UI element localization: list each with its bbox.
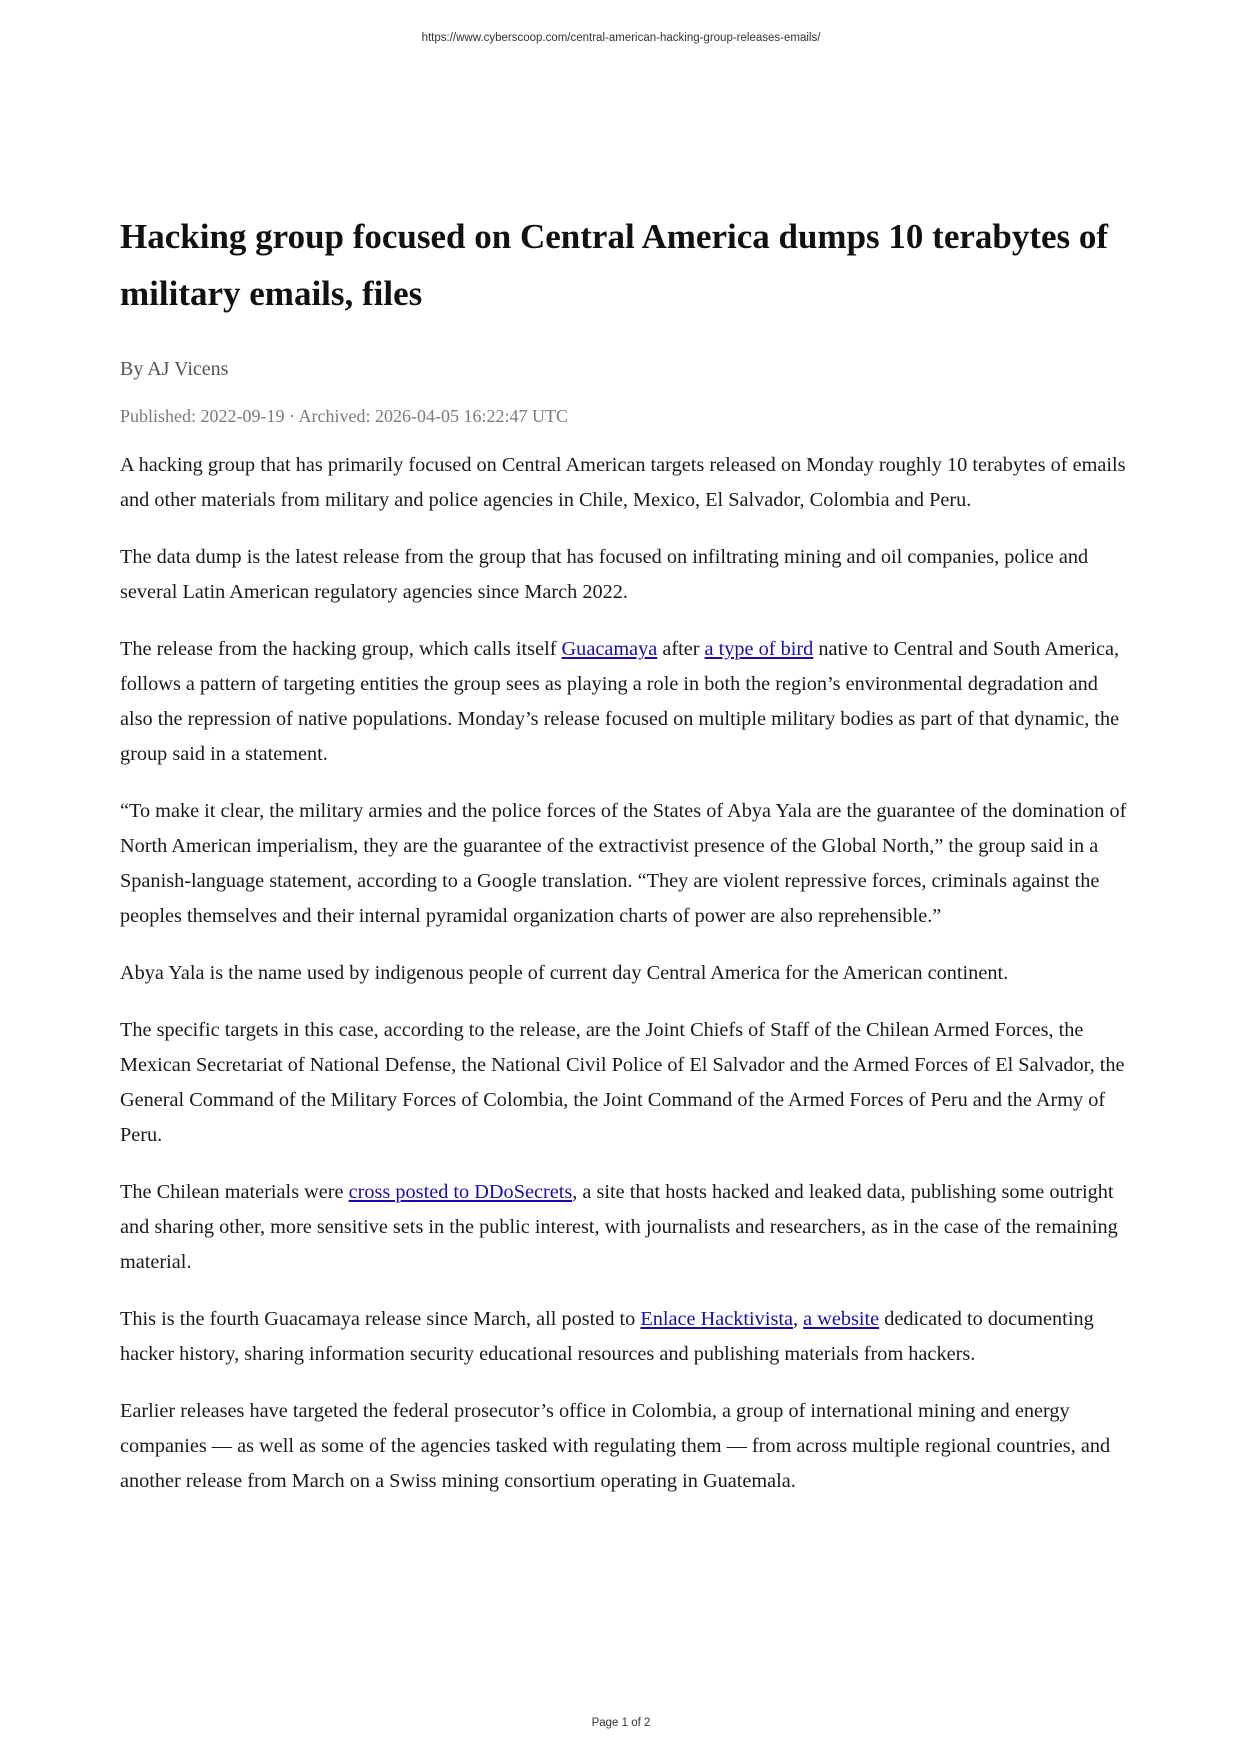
paragraph-3-text-3: native to Central and South America, follows a pattern of targeting entities the group sees as playing a role in both the region’s environmental degradation and also the repression of native populations. Monday’s release focused on multiple military bodies as part of that dynamic, the group said in a statement. [120, 638, 1120, 765]
paragraph-7-text-2: , a site that hosts hacked and leaked data, publishing some outright and sharing other, more sensitive sets in the public interest, with journalists and researchers, as in the case of the remaining material. [120, 1181, 1118, 1273]
article-title: Hacking group focused on Central America dumps 10 terabytes of military emails, files [120, 217, 1109, 313]
paragraph-2: The data dump is the latest release from the group that has focused on infiltrating mining and oil companies, police and several Latin American regulatory agencies since March 2022. [120, 546, 1089, 603]
paragraph-1: A hacking group that has primarily focused on Central American targets released on Monday roughly 10 terabytes of emails and other materials from military and police agencies in Chile, Mexico, El Salvador, Colombia and Peru. [120, 454, 1126, 511]
byline: By AJ Vicens [120, 358, 229, 380]
publish-meta: Published: 2022-09-19 · Archived: 2026-04-05 16:22:47 UTC [120, 406, 568, 426]
page-url: https://www.cyberscoop.com/central-american-hacking-group-releases-emails/ [421, 32, 821, 44]
paragraph-7 [120, 1175, 1130, 1280]
paragraph-8 [120, 1302, 1130, 1372]
guacamaya-link[interactable]: Guacamaya [561, 638, 658, 660]
paragraph-3 [120, 632, 1130, 772]
type-of-bird-link[interactable]: a type of bird [704, 638, 814, 660]
ddosecrets-link[interactable]: cross posted to DDoSecrets [348, 1181, 573, 1203]
paragraph-7-text-1: The Chilean materials were [120, 1181, 349, 1203]
paragraph-8-text-1: This is the fourth Guacamaya release since March, all posted to [120, 1308, 641, 1330]
paragraph-9: Earlier releases have targeted the federal prosecutor’s office in Colombia, a group of international mining and energy companies — as well as some of the agencies tasked with regulating them — from across multiple regional countries, and another release from March on a Swiss mining consortium operating in Guatemala. [120, 1400, 1111, 1492]
paragraph-6: The specific targets in this case, according to the release, are the Joint Chiefs of Staff of the Chilean Armed Forces, the Mexican Secretariat of National Defense, the National Civil Police of El Salvador and the Armed Forces of El Salvador, the General Command of the Military Forces of Colombia, the Joint Command of the Armed Forces of Peru and the Army of Peru. [120, 1019, 1125, 1146]
article-body [120, 448, 1130, 1499]
a-website-link[interactable]: a website [803, 1308, 880, 1330]
paragraph-4: “To make it clear, the military armies and the police forces of the States of Abya Yala are the guarantee of the domination of North American imperialism, they are the guarantee of the extractivist presence of the Global North,” the group said in a Spanish-language statement, according to a Google translation. “They are violent repressive forces, criminals against the peoples themselves and their internal pyramidal organization charts of power are also reprehensible.” [120, 800, 1127, 927]
paragraph-5: Abya Yala is the name used by indigenous people of current day Central America for the American continent. [120, 962, 1009, 984]
paragraph-3-text-2: after [657, 638, 705, 660]
enlace-hacktivista-link[interactable]: Enlace Hacktivista [640, 1308, 793, 1330]
paragraph-3-text-1: The release from the hacking group, which calls itself [120, 638, 562, 660]
paragraph-8-text-3: dedicated to documenting hacker history, sharing information security educational resources and publishing materials from hackers. [120, 1308, 1094, 1365]
article [120, 208, 1130, 1521]
page-number: Page 1 of 2 [591, 1717, 651, 1729]
paragraph-8-text-2: , [792, 1308, 804, 1330]
